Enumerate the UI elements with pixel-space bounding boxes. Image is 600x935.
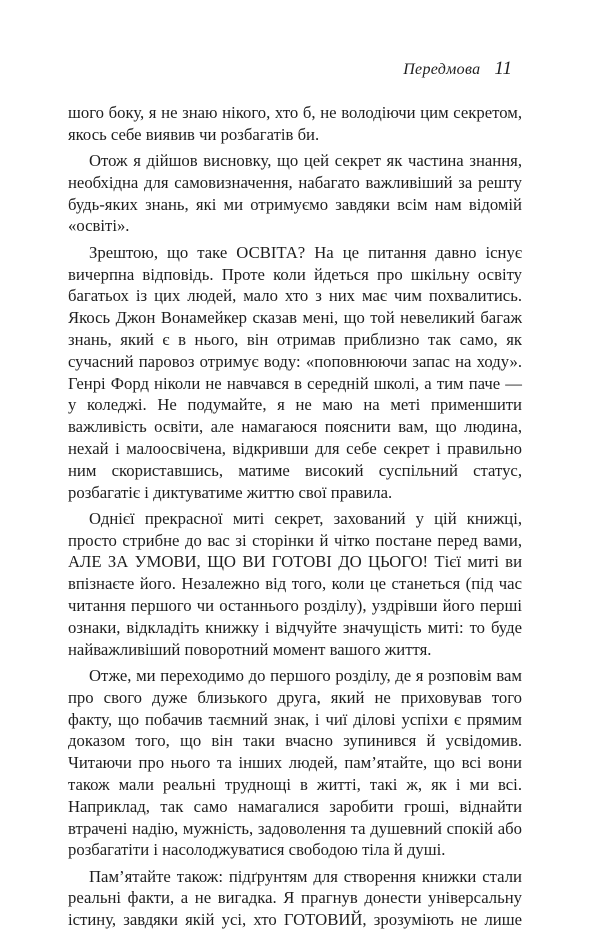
paragraph: Однієї прекрасної миті секрет, захований у цій книжці, просто стрибне до вас зі сторінки й чітко постане перед вами, АЛЕ ЗА УМОВИ, ЩО ВИ ГОТОВІ ДО ЦЬОГО! Тієї миті ви впізнаєте його. Незалежно від того, коли це станеться (під час читання першого чи останнього розділу), уздрівши його перші ознаки, відкладіть книжку і відчуйте значущість миті: то буде найважливіший поворотний момент вашого життя. [68, 508, 522, 659]
running-title: Передмова [403, 61, 481, 78]
page-number: 11 [494, 58, 512, 79]
paragraph: Отже, ми переходимо до першого розділу, де я розповім вам про свого дуже близького друга, який не приховував того факту, що побачив таємний знак, і чиї ділові успіхи є прямим доказом того, що він таки вчасно зупинився й усвідомив. Читаючи про нього та інших людей, пам’ятайте, що всі вони також мали реальні труднощі в житті, такі ж, як і ми всі. Наприклад, так само намагалися заробити гроші, віднайти втрачені надію, мужність, задоволення та душевний спокій або розбагатіти і насолоджуватися свободою тіла й душі. [68, 665, 522, 860]
paragraph: шого боку, я не знаю нікого, хто б, не володіючи цим секретом, якось себе виявив чи розбагатів би. [68, 103, 522, 144]
running-head [403, 58, 512, 80]
paragraph: Пам’ятайте також: підґрунтям для створення книжки стали реальні факти, а не вигадка. Я прагнув донести універсальну істину, завдяки якій усі, хто ГОТОВИЙ, зрозуміють не лише [68, 866, 522, 930]
paragraph: Отож я дійшов висновку, що цей секрет як частина знання, необхідна для самовизначення, набагато важливіший за решту будь-яких знань, які ми отримуємо завдяки всім нам відомій «освіті». [68, 151, 522, 236]
body-text [68, 102, 522, 935]
paragraph: Зрештою, що таке ОСВІТА? На це питання давно існує вичерпна відповідь. Проте коли йдеться про шкільну освіту багатьох із цих людей, мало хто з них має чим похвалитись. Якось Джон Вонамейкер сказав мені, що той невеликий багаж знань, який є в нього, він отримав приблизно так само, як сучасний паровоз отримує воду: «поповнюючи запас на ходу». Генрі Форд ніколи не навчався в середній школі, а тим паче — у коледжі. Не подумайте, я не маю на меті применшити важливість освіти, але намагаюся пояснити вам, що людина, нехай і малоосвічена, відкривши для себе секрет і правильно ним скориставшись, матиме високий суспільний статус, розбагатіє і диктуватиме життю свої правила. [68, 242, 522, 502]
